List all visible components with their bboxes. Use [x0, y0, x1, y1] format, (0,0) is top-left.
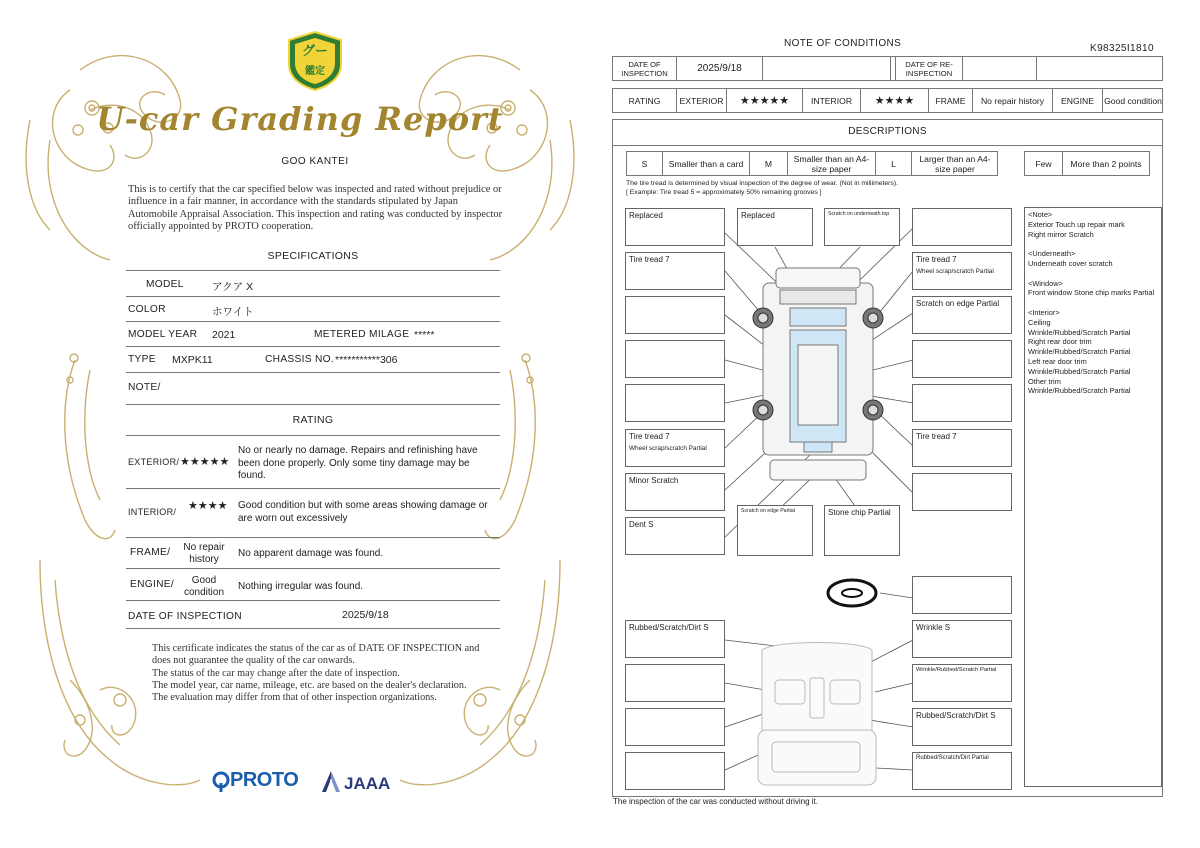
rating-label: RATING — [613, 89, 677, 112]
exterior-stars: ★★★★★ — [727, 89, 803, 112]
note-line: Wrinkle/Rubbed/Scratch Partial — [1028, 386, 1131, 396]
note-line: Left rear door trim — [1028, 356, 1087, 366]
divider — [126, 628, 500, 629]
dent-box: Dent S — [625, 517, 725, 555]
note-line — [1028, 239, 1158, 249]
jaaa-logo-icon — [320, 770, 342, 794]
exterior-label: EXTERIOR — [677, 89, 727, 112]
type-label: TYPE — [128, 354, 156, 365]
interior-description: Good condition but with some areas showing damage or are worn out excessively — [238, 500, 488, 524]
interior-stars: ★★★★ — [861, 89, 929, 112]
note-line — [1028, 269, 1158, 279]
tire-tread-rear-right-box: Tire tread 7 — [912, 429, 1012, 467]
empty-condition-box — [625, 340, 725, 378]
legend-l-desc: Larger than an A4-size paper — [919, 153, 991, 174]
scratch-edge-front-right-box: Scratch on edge Partial — [912, 296, 1012, 334]
badge-text-kantei: 鑑定 — [305, 66, 325, 77]
scratch-edge-rear-box: Scratch on edge Partial — [737, 505, 813, 556]
interior-stars: ★★★★ — [188, 500, 228, 512]
reinspection-label: DATE OF RE-INSPECTION — [895, 57, 963, 80]
tire-tread-rear-left-text: Tire tread 7 — [629, 432, 670, 441]
report-title: U-car Grading Report — [96, 100, 504, 138]
empty-condition-box — [625, 664, 725, 702]
wrinkle-box: Wrinkle S — [912, 620, 1012, 658]
frame-value: No repair history — [973, 89, 1053, 112]
note-line: Wrinkle/Rubbed/Scratch Partial — [1028, 327, 1131, 337]
exterior-description: No or nearly no damage. Repairs and refinishing have been done properly. Only some tiny damage may be found. — [238, 445, 478, 481]
tire-tread-note: The tire tread is determined by visual inspection of the degree of wear. (Not in millimeters). [ Example: Tire tread 5 = approximately 50% remaining grooves ] — [626, 180, 898, 196]
note-line: Exterior Touch up repair mark — [1028, 219, 1125, 229]
stone-chip-box: Stone chip Partial — [824, 505, 900, 556]
condition-notes-panel — [1024, 207, 1162, 787]
date-of-inspection-value: 2025/9/18 — [677, 57, 763, 80]
legend-m: M — [750, 152, 788, 175]
legend-few: Few — [1025, 152, 1063, 175]
type-value: MXPK11 — [172, 354, 213, 366]
mileage-label: METERED MILAGE — [314, 329, 410, 340]
descriptions-heading: DESCRIPTIONS — [848, 126, 927, 137]
note-of-conditions-sheet — [600, 0, 1200, 848]
note-of-conditions-title: NOTE OF CONDITIONS — [784, 38, 902, 49]
steering-condition-box — [912, 576, 1012, 614]
divider — [126, 404, 500, 405]
model-value: アクア X — [212, 281, 254, 293]
frame-value: No repair history — [183, 542, 225, 565]
interior-label: INTERIOR — [803, 89, 861, 112]
engine-label: ENGINE — [1053, 89, 1103, 112]
color-label: COLOR — [128, 304, 166, 315]
divider — [126, 537, 500, 538]
company-name: GOO KANTEI — [281, 156, 349, 167]
empty-condition-box — [625, 708, 725, 746]
divider — [126, 321, 500, 322]
certificate-disclaimer: This certificate indicates the status of the car as of DATE OF INSPECTION and does not guarantee the quality of the car onwards. The status of the car may change after the date of inspection. The model year, car name, mileage, etc. are based on the dealer's declaration. The evaluation may differ from that of other inspection organizations. — [152, 643, 480, 704]
replaced-box-2: Replaced — [737, 208, 813, 246]
date-of-inspection-label: DATE OF INSPECTION — [128, 611, 242, 622]
engine-description: Nothing irregular was found. — [238, 581, 364, 592]
divider — [126, 568, 500, 569]
note-line: <Window> — [1028, 278, 1063, 288]
divider — [126, 270, 500, 271]
chassis-label: CHASSIS NO. — [265, 354, 334, 365]
divider — [126, 488, 500, 489]
rubbed-scratch-dirt-box-1: Rubbed/Scratch/Dirt S — [625, 620, 725, 658]
note-line: Underneath cover scratch — [1028, 258, 1113, 268]
note-line: Right rear door trim — [1028, 337, 1092, 347]
date-of-inspection-value: 2025/9/18 — [342, 609, 389, 621]
scratch-underneath-box: Scratch on underneath top — [824, 208, 900, 246]
wheel-scrap-rear-left-text: Wheel scrap/scratch Partial — [629, 445, 707, 452]
tire-tread-front-left-box: Tire tread 7 — [625, 252, 725, 290]
note-line: <Interior> — [1028, 307, 1060, 317]
color-value: ホワイト — [212, 306, 254, 318]
frame-label: FRAME — [929, 89, 973, 112]
frame-description: No apparent damage was found. — [238, 548, 384, 559]
legend-l: L — [876, 152, 912, 175]
badge-text-goo: グー — [301, 43, 328, 58]
rating-heading: RATING — [292, 414, 334, 426]
divider — [126, 372, 500, 373]
rubbed-scratch-dirt-box-2: Rubbed/Scratch/Dirt S — [912, 708, 1012, 746]
inspection-disclaimer: The inspection of the car was conducted without driving it. — [613, 797, 818, 806]
specifications-heading: SPECIFICATIONS — [267, 250, 359, 262]
tire-tread-rear-left-box — [625, 429, 725, 467]
note-line: <Underneath> — [1028, 249, 1076, 259]
wrinkle-rubbed-scratch-box: Wrinkle/Rubbed/Scratch Partial — [912, 664, 1012, 702]
note-line — [1028, 298, 1158, 308]
exterior-label: EXTERIOR/ — [128, 457, 180, 467]
empty-condition-box — [912, 340, 1012, 378]
rubbed-scratch-dirt-partial-box: Rubbed/Scratch/Dirt Partial — [912, 752, 1012, 790]
date-of-inspection-label: DATE OF INSPECTION — [613, 57, 677, 80]
proto-logo-text: PROTO — [230, 769, 299, 791]
mileage-value: ***** — [414, 329, 435, 341]
divider — [126, 600, 500, 601]
certification-statement: This is to certify that the car specified below was inspected and rated without prejudice or influence in a fair manner, in accordance with the standards stipulated by Japan Automobile Appraisal Association. This inspection and rating was conducted by inspector officially appointed by PROTO cooperation. — [128, 184, 503, 233]
replaced-box-1: Replaced — [625, 208, 725, 246]
tire-tread-front-right-box — [912, 252, 1012, 290]
empty-condition-box — [912, 384, 1012, 422]
note-line: Other trim — [1028, 376, 1061, 386]
note-line: Wrinkle/Rubbed/Scratch Partial — [1028, 366, 1131, 376]
divider — [126, 296, 500, 297]
proto-logo-icon — [212, 771, 230, 793]
legend-s: S — [627, 152, 663, 175]
legend-few-desc: More than 2 points — [1070, 158, 1142, 169]
legend-m-desc: Smaller than an A4-size paper — [788, 152, 876, 175]
legend-s-desc: Smaller than a card — [663, 152, 750, 175]
minor-scratch-box: Minor Scratch — [625, 473, 725, 511]
note-line: <Note> — [1028, 210, 1053, 219]
engine-value: Good condition — [183, 575, 225, 598]
frame-label: FRAME/ — [130, 547, 171, 558]
tire-tread-front-right-text: Tire tread 7 — [916, 255, 957, 264]
note-label: NOTE/ — [128, 382, 161, 393]
empty-condition-box — [912, 208, 1012, 246]
empty-condition-box — [625, 384, 725, 422]
jaaa-logo-text: JAAA — [344, 774, 391, 793]
engine-value: Good condition — [1104, 95, 1162, 106]
chassis-value: ***********306 — [335, 354, 398, 366]
model-label: MODEL — [146, 279, 184, 290]
empty-condition-box — [625, 296, 725, 334]
divider — [126, 346, 500, 347]
note-line: Front window Stone chip marks Partial — [1028, 288, 1155, 298]
model-year-value: 2021 — [212, 329, 236, 341]
exterior-stars: ★★★★★ — [180, 456, 230, 468]
note-line: Wrinkle/Rubbed/Scratch Partial — [1028, 347, 1131, 357]
empty-condition-box — [912, 473, 1012, 511]
report-id: K98325I1810 — [1090, 43, 1154, 54]
note-line: Ceiling — [1028, 317, 1051, 327]
note-line: Right mirror Scratch — [1028, 229, 1094, 239]
model-year-label: MODEL YEAR — [128, 329, 198, 340]
divider — [126, 435, 500, 436]
empty-condition-box — [625, 752, 725, 790]
wheel-scrap-front-right-text: Wheel scrap/scratch Partial — [916, 268, 994, 275]
engine-label: ENGINE/ — [130, 579, 174, 590]
interior-label: INTERIOR/ — [128, 507, 177, 517]
